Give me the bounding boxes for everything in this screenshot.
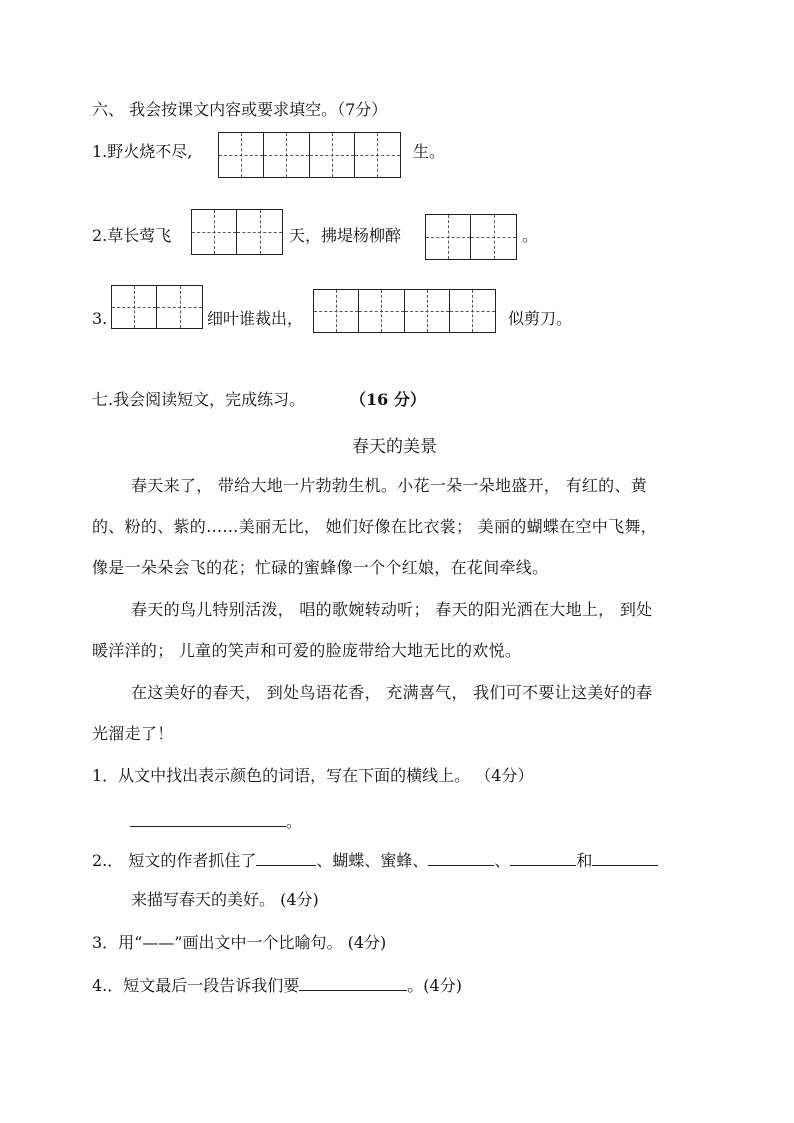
story-p3-line1: 在这美好的春天， 到处鸟语花香， 充满喜气， 我们可不要让这美好的春	[131, 683, 653, 702]
char-box[interactable]	[237, 210, 282, 254]
char-box[interactable]	[450, 290, 495, 332]
q3-prefix: 3.	[92, 309, 108, 328]
story-p2-line1: 春天的鸟儿特别活泼， 唱的歌婉转动听； 春天的阳光洒在大地上， 到处	[131, 600, 653, 619]
q2-answer-boxes-2[interactable]	[425, 214, 517, 260]
question-2-text-d: 和	[576, 851, 593, 870]
q1-answer-boxes[interactable]	[218, 132, 401, 178]
story-p2-line2: 暖洋洋的； 儿童的笑声和可爱的脸庞带给大地无比的欢悦。	[92, 641, 522, 660]
story-p1-line2: 的、粉的、紫的……美丽无比， 她们好像在比衣裳； 美丽的蝴蝶在空中飞舞，	[92, 517, 657, 536]
section6-title: 六、 我会按课文内容或要求填空。（7分）	[92, 100, 388, 119]
q3-answer-boxes-2[interactable]	[313, 289, 496, 333]
char-box[interactable]	[192, 210, 237, 254]
question-4	[92, 974, 462, 996]
story-title: 春天的美景	[352, 437, 437, 457]
answer-blank[interactable]	[130, 810, 286, 827]
question-4-text-a: 4.．短文最后一段告诉我们要	[92, 976, 300, 995]
question-2-line2: 来描写春天的美好。 (4分)	[131, 890, 319, 909]
char-box[interactable]	[471, 215, 516, 259]
q2-prefix: 2.草长莺飞	[92, 226, 172, 245]
section7-title: 七.我会阅读短文，完成练习。	[92, 390, 306, 409]
answer-blank[interactable]	[299, 974, 407, 991]
char-box[interactable]	[264, 133, 309, 177]
char-box[interactable]	[310, 133, 355, 177]
question-3: 3．用“——”画出文中一个比喻句。 (4分)	[92, 933, 387, 952]
question-2-text-a: 2.． 短文的作者抓住了	[92, 851, 257, 870]
q2-answer-boxes-1[interactable]	[191, 209, 283, 255]
char-box[interactable]	[157, 286, 202, 328]
question-2-text-b: 、蝴蝶、蜜蜂、	[316, 851, 429, 870]
q1-suffix: 生。	[413, 142, 446, 161]
q3-suffix: 似剪刀。	[508, 309, 573, 328]
q1-prefix: 1.野火烧不尽,	[92, 142, 193, 161]
answer-blank[interactable]	[256, 849, 316, 866]
question-1-answer-line	[130, 810, 302, 832]
char-box[interactable]	[359, 290, 404, 332]
char-box[interactable]	[355, 133, 400, 177]
story-p3-line2: 光溜走了！	[92, 724, 174, 743]
char-box[interactable]	[112, 286, 157, 328]
char-box[interactable]	[405, 290, 450, 332]
section7-score: （16 分）	[350, 390, 426, 409]
question-4-text-b: 。(4分)	[407, 976, 462, 995]
question-1-end: 。	[286, 812, 303, 831]
q2-suffix: 。	[522, 226, 539, 245]
char-box[interactable]	[314, 290, 359, 332]
answer-blank[interactable]	[592, 849, 658, 866]
q2-middle: 天，拂堤杨柳醉	[289, 226, 402, 245]
story-p1-line1: 春天来了， 带给大地一片勃勃生机。小花一朵一朵地盛开， 有红的、黄	[131, 476, 648, 495]
char-box[interactable]	[426, 215, 471, 259]
answer-blank[interactable]	[510, 849, 576, 866]
q3-answer-boxes-1[interactable]	[111, 285, 203, 329]
char-box[interactable]	[219, 133, 264, 177]
question-2	[92, 849, 658, 871]
answer-blank[interactable]	[428, 849, 494, 866]
q3-middle: 细叶谁裁出，	[207, 309, 304, 328]
question-2-text-c: 、	[494, 851, 511, 870]
story-p1-line3: 像是一朵朵会飞的花；忙碌的蜜蜂像一个个红娘，在花间牵线。	[92, 558, 549, 577]
question-1: 1．从文中找出表示颜色的词语，写在下面的横线上。 （4分）	[92, 766, 534, 785]
